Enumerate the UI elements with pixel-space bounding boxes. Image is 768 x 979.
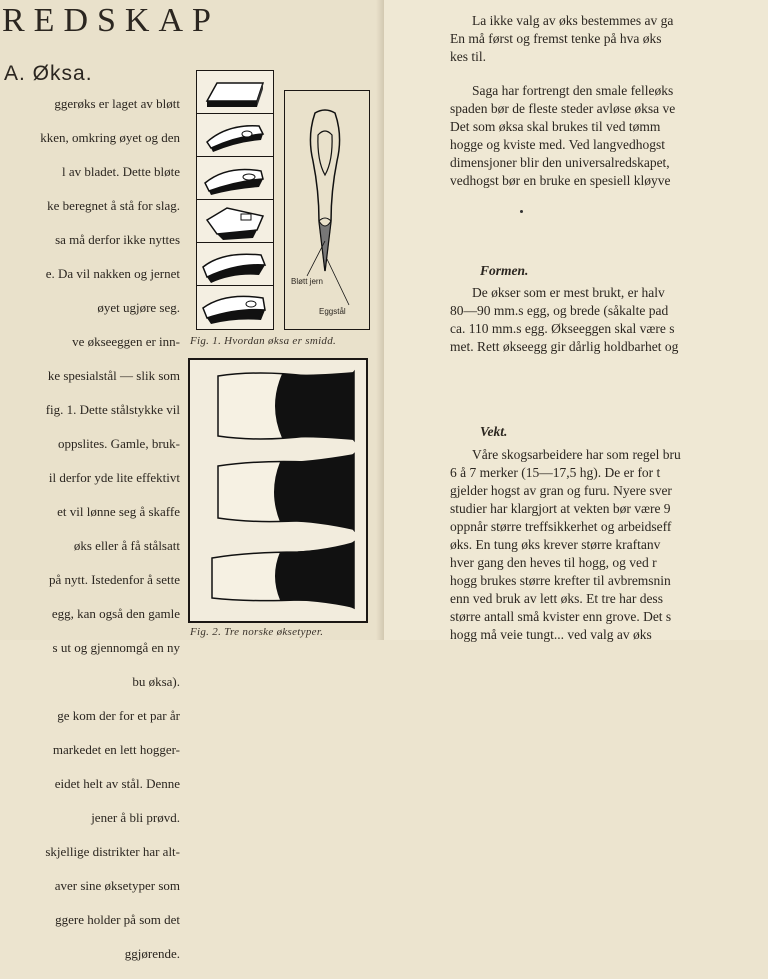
text-line: studier har klargjort at vekten bør være 9 (450, 501, 671, 516)
chapter-title: REDSKAP (2, 2, 220, 39)
text-line: De økser som er mest brukt, er halv (472, 285, 665, 300)
text-line: på nytt. Istedenfor å sette (48, 572, 180, 587)
text-line: La ikke valg av øks bestemmes av ga (472, 13, 674, 28)
right-paragraph-form (450, 284, 768, 356)
text-line: Det som øksa skal brukes til ved tømm (450, 119, 661, 134)
bullet-dot (520, 210, 523, 213)
text-line: eidet helt av stål. Denne (54, 776, 180, 791)
text-line: bu øksa). (132, 674, 180, 689)
text-line: ggerøks er laget av bløtt (54, 96, 180, 111)
text-line: dimensjoner blir den universalredskapet, (450, 155, 670, 170)
text-line: En må først og fremst tenke på hva øks (450, 31, 662, 46)
left-body-text (0, 95, 180, 979)
text-line: ggere holder på som det (55, 912, 180, 927)
left-page (0, 0, 384, 961)
text-line: enn ved bruk av lett øks. Et tre har dess (450, 591, 663, 606)
forging-step-5 (196, 242, 274, 287)
text-line: met. Rett økseegg gir dårlig holdbarhet og (450, 339, 679, 354)
text-line: spaden bør de fleste steder avløse øksa ve (450, 101, 676, 116)
axe-type-3 (198, 538, 360, 618)
text-line: oppslites. Gamle, bruk- (57, 436, 180, 451)
text-line: il derfor yde lite effektivt (48, 470, 180, 485)
heading-formen: Formen. (480, 263, 529, 278)
forging-step-4 (196, 199, 274, 244)
text-line: gjelder hogst av gran og furu. Nyere sver (450, 483, 672, 498)
text-line: aver sine øksetyper som (54, 878, 180, 893)
heading-vekt: Vekt. (480, 424, 508, 439)
text-line: jener å bli prøvd. (91, 810, 180, 825)
right-paragraph-1 (450, 12, 768, 66)
forging-step-2 (196, 113, 274, 158)
text-line: kes til. (450, 49, 486, 64)
text-line: sa må derfor ikke nyttes (55, 232, 180, 247)
text-line: Våre skogsarbeidere har som regel bru (472, 447, 681, 462)
label-edge-steel: Eggstål (319, 307, 346, 316)
forging-step-3 (196, 156, 274, 201)
text-line: 6 å 7 merker (15—17,5 hg). De er for t (450, 465, 661, 480)
text-line: kken, omkring øyet og den (40, 130, 180, 145)
text-line: Saga har fortrengt den smale felleøks (472, 83, 674, 98)
forging-step-1 (196, 70, 274, 115)
axe-type-2 (198, 452, 360, 532)
text-line: større antall små kvister enn grove. Det s (450, 609, 672, 624)
figure-1 (188, 70, 376, 350)
text-line: vedhogst bør en bruke en spesiell kløyve (450, 173, 671, 188)
text-line: øyet ugjøre seg. (97, 300, 180, 315)
label-soft-iron: Bløtt jern (291, 277, 324, 286)
text-line: fig. 1. Dette stålstykke vil (45, 402, 180, 417)
text-line: 80—90 mm.s egg, og brede (såkalte pad (450, 303, 669, 318)
text-line: ge kom der for et par år (57, 708, 180, 723)
text-line: ke spesialstål — slik som (47, 368, 180, 383)
text-line: e. Da vil nakken og jernet (45, 266, 180, 281)
text-line: øks. En tung øks krever større kraftanv (450, 537, 661, 552)
text-line: ve økseeggen er inn- (72, 334, 180, 349)
text-line: skjellige distrikter har alt- (45, 844, 180, 859)
right-paragraph-weight (450, 446, 768, 644)
text-line: hver gang den heves til hogg, og ved r (450, 555, 657, 570)
figure-2 (188, 358, 368, 623)
text-line: markedet en lett hogger- (52, 742, 180, 757)
forging-steps-illustration (196, 70, 274, 332)
axe-cross-section-diagram (284, 90, 370, 330)
axe-type-1 (198, 366, 360, 446)
text-line: ca. 110 mm.s egg. Økseeggen skal være s (450, 321, 675, 336)
forging-step-6 (196, 285, 274, 330)
right-paragraph-2 (450, 82, 768, 190)
text-line: hogg må veie tungt... ved valg av øks (450, 627, 652, 642)
text-line: ggjørende. (124, 946, 180, 961)
figure-2-caption: Fig. 2. Tre norske øksetyper. (190, 626, 324, 638)
text-line: hogge og kviste med. Ved langvedhogst (450, 137, 665, 152)
text-line: l av bladet. Dette bløte (61, 164, 180, 179)
text-line: oppnår større treffsikkerhet og arbeidseff (450, 519, 672, 534)
text-line: ke beregnet å stå for slag. (47, 198, 180, 213)
text-line: et vil lønne seg å skaffe (57, 504, 180, 519)
text-line: egg, kan også den gamle (51, 606, 180, 621)
section-heading-oksa: A. Øksa. (4, 62, 93, 85)
text-line: øks eller å få stålsatt (73, 538, 180, 553)
figure-1-caption: Fig. 1. Hvordan øksa er smidd. (190, 335, 337, 347)
text-line: hogg brukes større krefter til avbremsnin (450, 573, 671, 588)
text-line: s ut og gjennomgå en ny (52, 640, 180, 655)
